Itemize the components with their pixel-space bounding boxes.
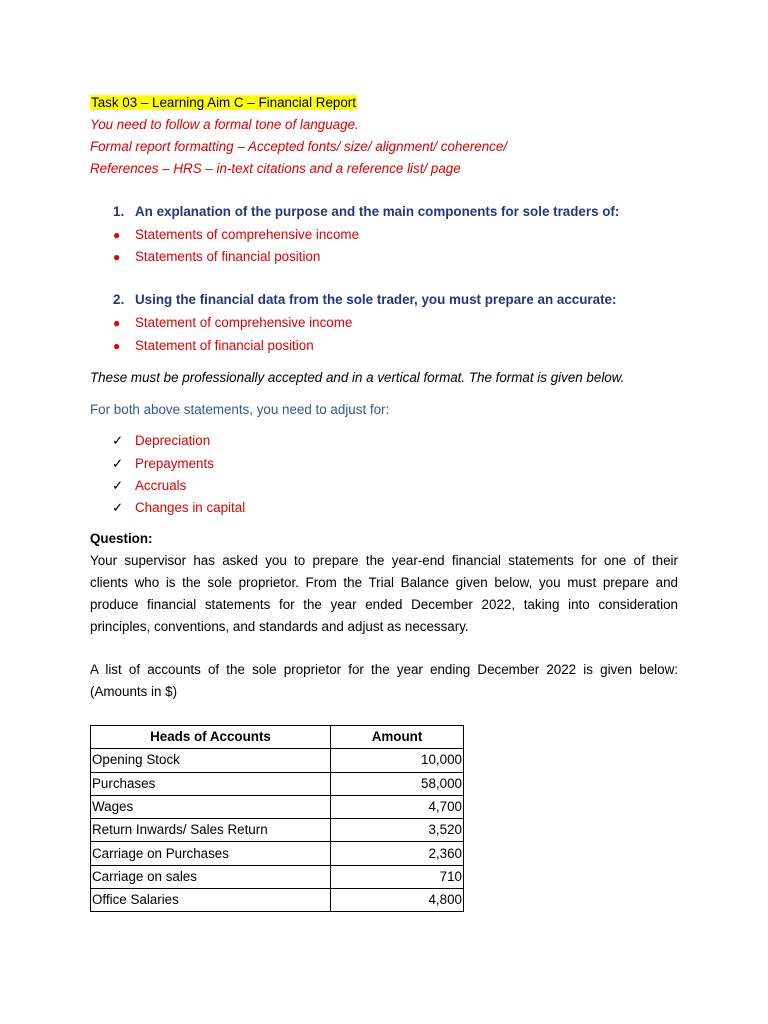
checkmark-icon: ✓ (112, 433, 124, 448)
bullet-dot-icon: ● (113, 250, 121, 264)
bullet-dot-icon: ● (113, 228, 121, 242)
paragraph-line: A list of accounts of the sole proprietor for the year ending December 2022 is given below: (90, 662, 678, 677)
amount-cell: 3,520 (331, 819, 464, 842)
list-item-text: Statements of financial position (135, 249, 321, 264)
list-item-text: Statement of financial position (135, 338, 314, 353)
instruction-line: Formal report formatting – Accepted fonts/ size/ alignment/ coherence/ (90, 139, 508, 154)
section-number: 2. (113, 292, 125, 307)
table-row (91, 889, 464, 912)
checklist-item-text: Accruals (135, 478, 187, 493)
question-paragraph (90, 550, 678, 638)
table-header-row (91, 726, 464, 749)
list-item (113, 337, 314, 355)
instruction-line: You need to follow a formal tone of language. (90, 117, 359, 132)
checklist-item-text: Depreciation (135, 433, 211, 448)
checkmark-icon: ✓ (112, 478, 124, 493)
column-header-amount: Amount (331, 726, 464, 749)
paragraph-line: produce financial statements for the year ended December 2022, taking into consideration (90, 597, 678, 612)
list-item-text: Statements of comprehensive income (135, 227, 360, 242)
task-title (90, 94, 357, 112)
section-heading-text: Using the financial data from the sole trader, you must prepare an accurate: (135, 292, 617, 307)
task-title-text: Task 03 – Learning Aim C – Financial Report (91, 95, 356, 110)
amount-cell: 4,700 (331, 795, 464, 818)
section-number: 1. (113, 204, 125, 219)
list-item-text: Statement of comprehensive income (135, 315, 353, 330)
account-cell: Return Inwards/ Sales Return (91, 819, 331, 842)
checklist-item (112, 455, 214, 473)
checklist-item-text: Changes in capital (135, 500, 246, 515)
table-row (91, 865, 464, 888)
checkmark-icon: ✓ (112, 500, 124, 515)
list-item (113, 226, 359, 244)
paragraph-line: (Amounts in $) (90, 684, 178, 699)
list-item (113, 248, 320, 266)
table-row (91, 749, 464, 772)
amount-cell: 4,800 (331, 889, 464, 912)
checklist-item (112, 477, 186, 495)
checklist-item (112, 432, 210, 450)
account-cell: Purchases (91, 772, 331, 795)
section-1-heading (113, 203, 619, 221)
paragraph-line: clients who is the sole proprietor. From the Trial Balance given below, you must prepare and (90, 575, 678, 590)
question-label: Question: (90, 531, 153, 546)
table-row (91, 795, 464, 818)
section-heading-text: An explanation of the purpose and the main components for sole traders of: (135, 204, 620, 219)
table-row (91, 772, 464, 795)
checkmark-icon: ✓ (112, 456, 124, 471)
paragraph-line: principles, conventions, and standards and adjust as necessary. (90, 619, 469, 634)
bullet-dot-icon: ● (113, 316, 121, 330)
column-header-account: Heads of Accounts (91, 726, 331, 749)
table-row (91, 819, 464, 842)
account-cell: Wages (91, 795, 331, 818)
paragraph-line: Your supervisor has asked you to prepare the year-end financial statements for one of their (90, 553, 678, 568)
bullet-dot-icon: ● (113, 339, 121, 353)
checklist-item (112, 499, 245, 517)
amount-cell: 2,360 (331, 842, 464, 865)
account-cell: Opening Stock (91, 749, 331, 772)
amount-cell: 10,000 (331, 749, 464, 772)
table-row (91, 842, 464, 865)
accounts-table (90, 725, 464, 912)
account-cell: Office Salaries (91, 889, 331, 912)
account-cell: Carriage on Purchases (91, 842, 331, 865)
list-item (113, 314, 352, 332)
account-cell: Carriage on sales (91, 865, 331, 888)
adjust-intro: For both above statements, you need to adjust for: (90, 402, 390, 417)
instruction-line: References – HRS – in-text citations and a reference list/ page (90, 161, 461, 176)
amount-cell: 58,000 (331, 772, 464, 795)
accounts-intro (90, 659, 678, 703)
format-note: These must be professionally accepted and in a vertical format. The format is given below. (90, 370, 625, 385)
amount-cell: 710 (331, 865, 464, 888)
checklist-item-text: Prepayments (135, 456, 214, 471)
section-2-heading (113, 291, 616, 309)
